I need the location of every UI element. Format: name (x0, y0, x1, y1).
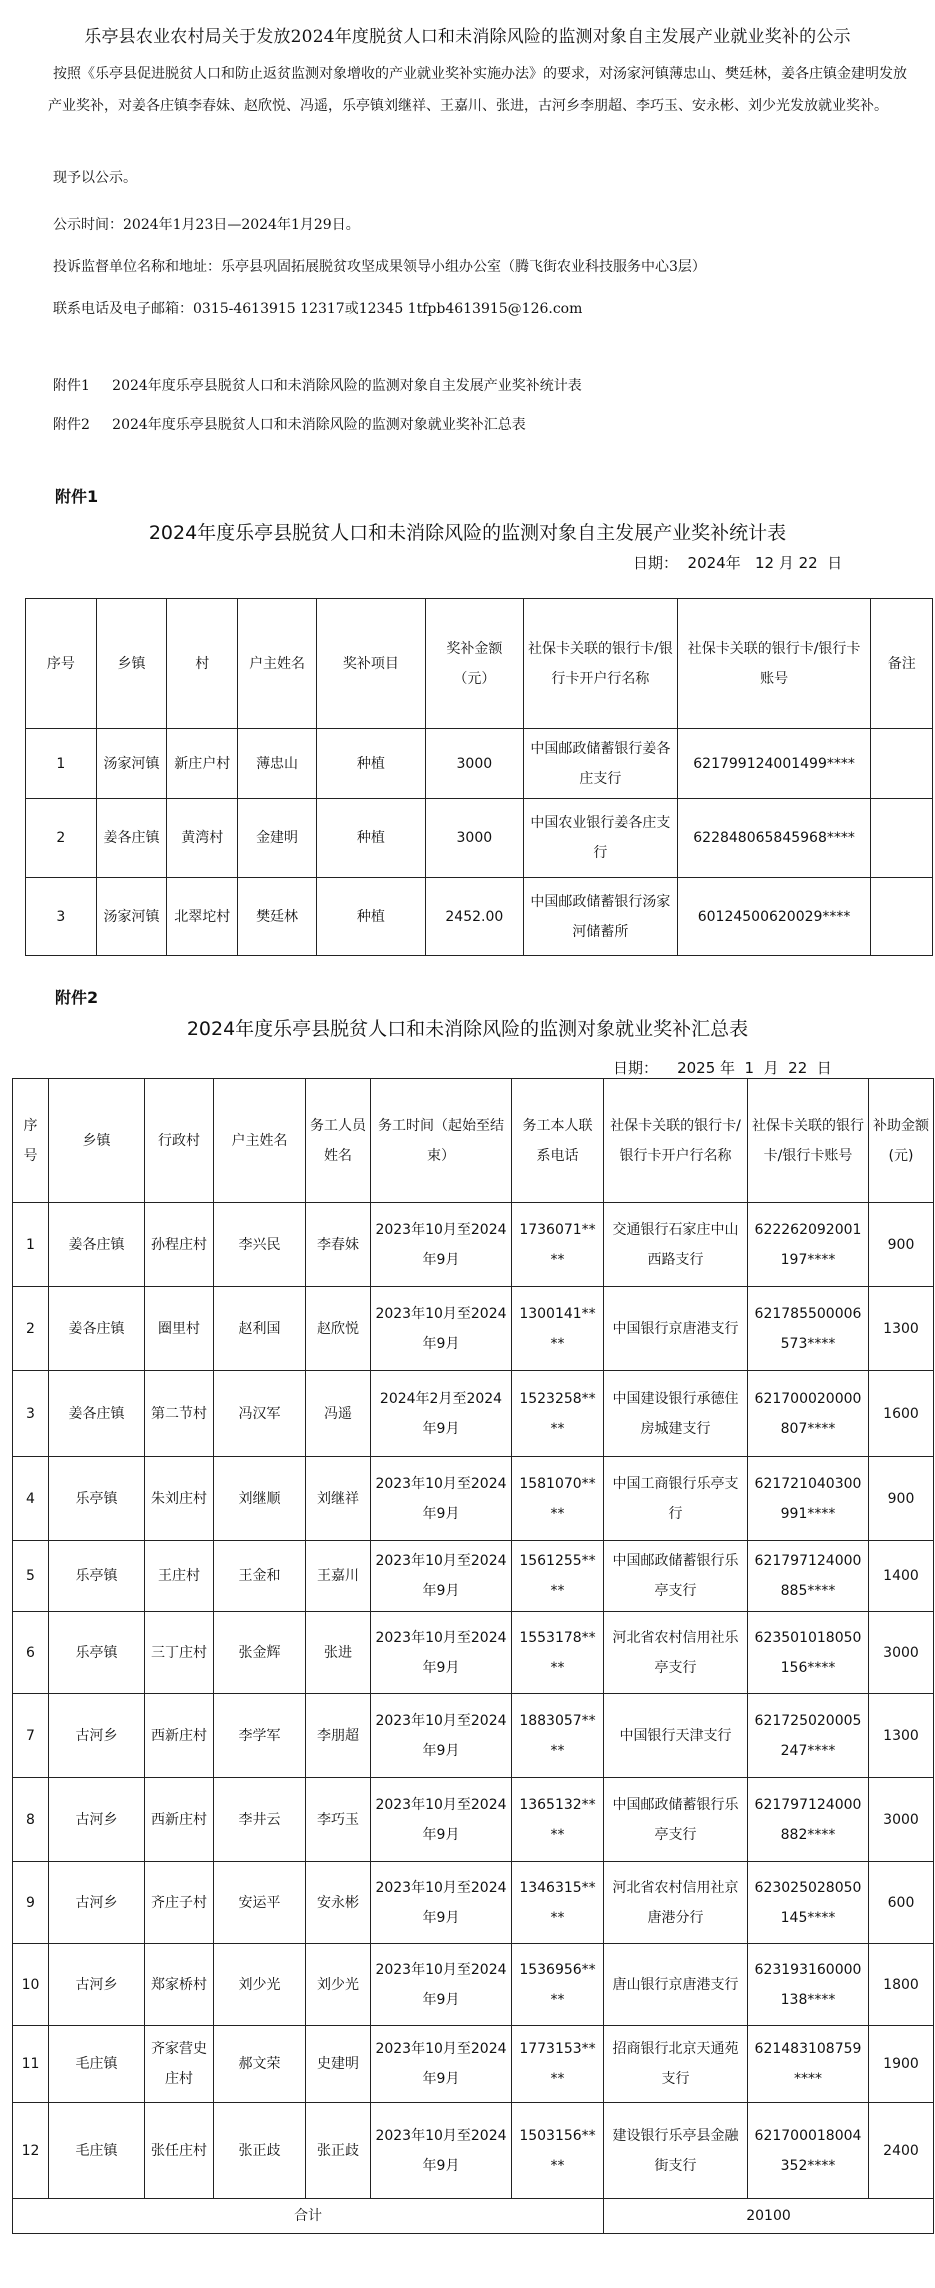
table-cell: 4 (13, 1457, 49, 1541)
table-cell: 中国工商银行乐亭支行 (604, 1457, 748, 1541)
notice-contact: 联系电话及电子邮箱：0315-4613915 12317或12345 1tfpb4613915@126.com (53, 301, 583, 317)
table-cell: 史建明 (306, 2026, 371, 2103)
table-cell: 2023年10月至2024年9月 (371, 1694, 512, 1778)
table-cell: 1365132**** (512, 1778, 604, 1862)
table-cell: 张进 (306, 1612, 371, 1694)
table-cell: 1 (13, 1203, 49, 1287)
table-cell (871, 729, 933, 799)
table-cell: 姜各庄镇 (49, 1203, 145, 1287)
table-cell: 圈里村 (145, 1287, 214, 1371)
table2-title: 2024年度乐亭县脱贫人口和未消除风险的监测对象就业奖补汇总表 (186, 1018, 749, 1040)
total-value: 20100 (604, 2199, 934, 2234)
table-cell: 621700020000807**** (748, 1371, 869, 1457)
table-cell: 2023年10月至2024年9月 (371, 1862, 512, 1944)
table-cell: 三丁庄村 (145, 1612, 214, 1694)
table-cell: 3000 (425, 729, 523, 799)
table-cell: 樊廷林 (238, 878, 317, 956)
table-cell: 王庄村 (145, 1541, 214, 1612)
table-cell: 621721040300991**** (748, 1457, 869, 1541)
total-label: 合计 (13, 2199, 604, 2234)
attachment-2-line: 附件2 2024年度乐亭县脱贫人口和未消除风险的监测对象就业奖补汇总表 (53, 417, 526, 433)
table-cell: 张任庄村 (145, 2103, 214, 2199)
table-cell: 齐家营史庄村 (145, 2026, 214, 2103)
table2-header-cell: 社保卡关联的银行卡/银行卡账号 (748, 1079, 869, 1203)
table-cell: 郑家桥村 (145, 1944, 214, 2026)
table2-header-cell: 户主姓名 (214, 1079, 306, 1203)
table1-header-cell: 奖补金额（元） (425, 599, 523, 729)
table-cell: 乐亭镇 (49, 1541, 145, 1612)
table-cell: 汤家河镇 (96, 878, 167, 956)
table-cell: 招商银行北京天通苑支行 (604, 2026, 748, 2103)
table-row (26, 799, 933, 878)
table-cell: 李朋超 (306, 1694, 371, 1778)
table-cell: 2023年10月至2024年9月 (371, 1944, 512, 2026)
table-cell: 621799124001499**** (677, 729, 871, 799)
table-cell: 姜各庄镇 (96, 799, 167, 878)
table-cell: 622262092001197**** (748, 1203, 869, 1287)
table-cell: 中国邮政储蓄银行乐亭支行 (604, 1541, 748, 1612)
table-cell: 2024年2月至2024年9月 (371, 1371, 512, 1457)
table-cell: 2023年10月至2024年9月 (371, 1778, 512, 1862)
table-cell: 中国银行京唐港支行 (604, 1287, 748, 1371)
table-cell: 张金辉 (214, 1612, 306, 1694)
table-cell: 2 (26, 799, 97, 878)
table-cell: 621725020005247**** (748, 1694, 869, 1778)
table-cell: 2 (13, 1287, 49, 1371)
table1-label: 附件1 (55, 487, 99, 506)
table-cell: 古河乡 (49, 1778, 145, 1862)
table-cell: 7 (13, 1694, 49, 1778)
table-cell: 金建明 (238, 799, 317, 878)
table-cell: 10 (13, 1944, 49, 2026)
table-cell: 中国邮政储蓄银行乐亭支行 (604, 1778, 748, 1862)
table-cell: 西新庄村 (145, 1694, 214, 1778)
table-cell: 河北省农村信用社京唐港分行 (604, 1862, 748, 1944)
table-cell: 623025028050145**** (748, 1862, 869, 1944)
table-cell: 1536956**** (512, 1944, 604, 2026)
table1-header-cell: 社保卡关联的银行卡/银行卡开户行名称 (524, 599, 678, 729)
notice-announce: 现予以公示。 (53, 170, 137, 186)
table-cell: 3000 (425, 799, 523, 878)
notice-period: 公示时间：2024年1月23日—2024年1月29日。 (53, 217, 360, 233)
table-cell: 北翠坨村 (167, 878, 238, 956)
table-cell: 1800 (869, 1944, 934, 2026)
table1-header-cell: 备注 (871, 599, 933, 729)
table-row (13, 2026, 934, 2103)
table1-header-cell: 社保卡关联的银行卡/银行卡账号 (677, 599, 871, 729)
table-cell: 黄湾村 (167, 799, 238, 878)
table-cell: 3 (26, 878, 97, 956)
table-cell: 1300141**** (512, 1287, 604, 1371)
table-cell: 600 (869, 1862, 934, 1944)
table-cell: 安永彬 (306, 1862, 371, 1944)
notice-paragraph: 按照《乐亭县促进脱贫人口和防止返贫监测对象增收的产业就业奖补实施办法》的要求，对汤家河镇薄忠山、樊廷林，姜各庄镇金建明发放产业奖补，对姜各庄镇李春妹、赵欣悦、冯遥，乐亭镇刘继祥、王嘉川、张进，古河乡李朋超、李巧玉、安永彬、刘少光发放就业奖补。 (48, 66, 907, 114)
table-cell: 李井云 (214, 1778, 306, 1862)
table-cell: 900 (869, 1457, 934, 1541)
table-cell: 王嘉川 (306, 1541, 371, 1612)
table-cell: 1773153**** (512, 2026, 604, 2103)
table-cell: 中国邮政储蓄银行姜各庄支行 (524, 729, 678, 799)
table-cell: 古河乡 (49, 1862, 145, 1944)
notice-title: 乐亭县农业农村局关于发放2024年度脱贫人口和未消除风险的监测对象自主发展产业就业奖补的公示 (84, 27, 851, 47)
table-cell: 齐庄子村 (145, 1862, 214, 1944)
table-cell: 种植 (317, 878, 426, 956)
table-cell: 900 (869, 1203, 934, 1287)
table-cell: 中国农业银行姜各庄支行 (524, 799, 678, 878)
table-cell: 河北省农村信用社乐亭支行 (604, 1612, 748, 1694)
table2-header-row (13, 1079, 934, 1203)
table-cell: 李学军 (214, 1694, 306, 1778)
attachment-1-line: 附件1 2024年度乐亭县脱贫人口和未消除风险的监测对象自主发展产业奖补统计表 (53, 378, 582, 394)
table-cell: 12 (13, 2103, 49, 2199)
table-cell: 姜各庄镇 (49, 1287, 145, 1371)
table-cell: 623501018050156**** (748, 1612, 869, 1694)
table-cell: 60124500620029**** (677, 878, 871, 956)
table-cell (871, 878, 933, 956)
table-cell: 5 (13, 1541, 49, 1612)
table-cell: 2023年10月至2024年9月 (371, 1203, 512, 1287)
table-cell: 刘少光 (306, 1944, 371, 2026)
table-cell: 1300 (869, 1287, 934, 1371)
table1-date: 日期： 2024年 12 月 22 日 (633, 554, 843, 572)
table-cell: 种植 (317, 799, 426, 878)
table2-header-cell: 补助金额(元) (869, 1079, 934, 1203)
table-cell: 2023年10月至2024年9月 (371, 1612, 512, 1694)
table1 (25, 598, 933, 956)
table-cell: 赵欣悦 (306, 1287, 371, 1371)
table-cell: 3000 (869, 1778, 934, 1862)
table-cell: 621797124000882**** (748, 1778, 869, 1862)
table-cell: 张正歧 (214, 2103, 306, 2199)
table-cell: 2023年10月至2024年9月 (371, 1287, 512, 1371)
table-row (13, 1203, 934, 1287)
table-cell: 623193160000138**** (748, 1944, 869, 2026)
table-cell: 朱刘庄村 (145, 1457, 214, 1541)
table2-header-cell: 务工人员姓名 (306, 1079, 371, 1203)
table-cell: 王金和 (214, 1541, 306, 1612)
table-cell: 建设银行乐亭县金融街支行 (604, 2103, 748, 2199)
table1-header-cell: 村 (167, 599, 238, 729)
table-cell: 3 (13, 1371, 49, 1457)
table-row (13, 2103, 934, 2199)
table-cell: 郝文荣 (214, 2026, 306, 2103)
table-cell: 1561255**** (512, 1541, 604, 1612)
table-cell: 622848065845968**** (677, 799, 871, 878)
table-cell: 第二节村 (145, 1371, 214, 1457)
table-cell: 1581070**** (512, 1457, 604, 1541)
table-cell: 2023年10月至2024年9月 (371, 1457, 512, 1541)
table-cell: 汤家河镇 (96, 729, 167, 799)
table-row (13, 1371, 934, 1457)
table-cell: 1346315**** (512, 1862, 604, 1944)
table-row (13, 1862, 934, 1944)
table-cell: 西新庄村 (145, 1778, 214, 1862)
table-cell (871, 799, 933, 878)
table-cell: 621785500006573**** (748, 1287, 869, 1371)
table-cell: 11 (13, 2026, 49, 2103)
table-row (26, 878, 933, 956)
table-cell: 刘继祥 (306, 1457, 371, 1541)
table-row (13, 1944, 934, 2026)
table-cell: 种植 (317, 729, 426, 799)
table-row (13, 1612, 934, 1694)
table2-date: 日期： 2025 年 1 月 22 日 (613, 1059, 832, 1077)
table2-header-cell: 务工本人联系电话 (512, 1079, 604, 1203)
table2-header-cell: 序号 (13, 1079, 49, 1203)
table-cell: 9 (13, 1862, 49, 1944)
table-cell: 1736071**** (512, 1203, 604, 1287)
table1-header-cell: 乡镇 (96, 599, 167, 729)
table-cell: 621797124000885**** (748, 1541, 869, 1612)
table1-header-cell: 序号 (26, 599, 97, 729)
table-cell: 中国建设银行承德住房城建支行 (604, 1371, 748, 1457)
table-cell: 冯遥 (306, 1371, 371, 1457)
table-cell: 刘少光 (214, 1944, 306, 2026)
table-cell: 1553178**** (512, 1612, 604, 1694)
table-cell: 毛庄镇 (49, 2103, 145, 2199)
table1-header-cell: 户主姓名 (238, 599, 317, 729)
table-cell: 古河乡 (49, 1694, 145, 1778)
table-cell: 1 (26, 729, 97, 799)
table1-header-row (26, 599, 933, 729)
table-cell: 1300 (869, 1694, 934, 1778)
table-cell: 6 (13, 1612, 49, 1694)
table-cell: 张正歧 (306, 2103, 371, 2199)
table-cell: 1600 (869, 1371, 934, 1457)
table-cell: 1523258**** (512, 1371, 604, 1457)
table-cell: 1883057**** (512, 1694, 604, 1778)
notice-supervisor: 投诉监督单位名称和地址：乐亭县巩固拓展脱贫攻坚成果领导小组办公室（腾飞街农业科技服务中心3层） (53, 259, 706, 275)
table-cell: 中国邮政储蓄银行汤家河储蓄所 (524, 878, 678, 956)
table2-header-cell: 乡镇 (49, 1079, 145, 1203)
table-cell: 2452.00 (425, 878, 523, 956)
table-cell: 李兴民 (214, 1203, 306, 1287)
table-cell: 2400 (869, 2103, 934, 2199)
table-cell: 薄忠山 (238, 729, 317, 799)
table-row (26, 729, 933, 799)
table-cell: 乐亭镇 (49, 1612, 145, 1694)
table2-header-cell: 务工时间（起始至结束） (371, 1079, 512, 1203)
table-cell: 李春妹 (306, 1203, 371, 1287)
table-cell: 1400 (869, 1541, 934, 1612)
table2-label: 附件2 (55, 988, 99, 1007)
table-cell: 冯汉军 (214, 1371, 306, 1457)
table-cell: 古河乡 (49, 1944, 145, 2026)
table-cell: 621483108759**** (748, 2026, 869, 2103)
table-row (13, 1457, 934, 1541)
table2-header-cell: 社保卡关联的银行卡/银行卡开户行名称 (604, 1079, 748, 1203)
table-cell: 2023年10月至2024年9月 (371, 2103, 512, 2199)
table1-header-cell: 奖补项目 (317, 599, 426, 729)
table-cell: 赵利国 (214, 1287, 306, 1371)
table-cell: 孙程庄村 (145, 1203, 214, 1287)
table-cell: 安运平 (214, 1862, 306, 1944)
table2-total-row (13, 2199, 934, 2234)
table2-header-cell: 行政村 (145, 1079, 214, 1203)
table-row (13, 1287, 934, 1371)
table-cell: 8 (13, 1778, 49, 1862)
table-cell: 3000 (869, 1612, 934, 1694)
table1-title: 2024年度乐亭县脱贫人口和未消除风险的监测对象自主发展产业奖补统计表 (148, 522, 787, 544)
table-cell: 621700018004352**** (748, 2103, 869, 2199)
table2 (12, 1078, 934, 2234)
table-row (13, 1541, 934, 1612)
table-cell: 1503156**** (512, 2103, 604, 2199)
table-cell: 交通银行石家庄中山西路支行 (604, 1203, 748, 1287)
table-cell: 新庄户村 (167, 729, 238, 799)
table-cell: 乐亭镇 (49, 1457, 145, 1541)
table-cell: 中国银行天津支行 (604, 1694, 748, 1778)
table-row (13, 1778, 934, 1862)
table-cell: 唐山银行京唐港支行 (604, 1944, 748, 2026)
table-row (13, 1694, 934, 1778)
table-cell: 姜各庄镇 (49, 1371, 145, 1457)
table-cell: 2023年10月至2024年9月 (371, 1541, 512, 1612)
table-cell: 2023年10月至2024年9月 (371, 2026, 512, 2103)
table-cell: 刘继顺 (214, 1457, 306, 1541)
table-cell: 1900 (869, 2026, 934, 2103)
table-cell: 毛庄镇 (49, 2026, 145, 2103)
table-cell: 李巧玉 (306, 1778, 371, 1862)
